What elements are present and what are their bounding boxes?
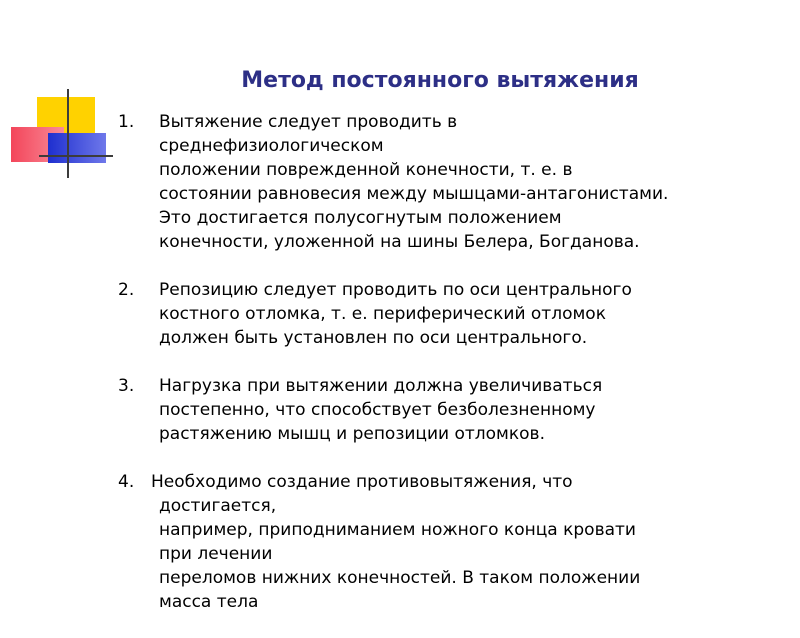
slide-content bbox=[118, 110, 788, 638]
list-item-number: 3. bbox=[118, 376, 135, 396]
list-item-line: достигается, bbox=[159, 496, 277, 516]
list-item bbox=[118, 374, 788, 446]
horizontal-line bbox=[39, 155, 113, 157]
list-item-line: Вытяжение следует проводить в bbox=[159, 112, 458, 132]
list-item-line: конечности, уложенной на шины Белера, Богданова. bbox=[159, 232, 640, 252]
list-item-line: переломов нижних конечностей. В таком положении bbox=[159, 568, 641, 588]
list-item-line: Необходимо создание противовытяжения, что bbox=[151, 472, 573, 492]
list-item-line: постепенно, что способствует безболезненному bbox=[159, 400, 596, 420]
list-item-line: среднефизиологическом bbox=[159, 136, 384, 156]
list-item bbox=[118, 278, 788, 350]
list-item bbox=[118, 110, 788, 254]
list-item-number: 1. bbox=[118, 112, 135, 132]
list-item-number: 4. bbox=[118, 472, 135, 492]
list-item-line: масса тела bbox=[159, 592, 259, 612]
list-item bbox=[118, 470, 788, 614]
vertical-line bbox=[67, 89, 69, 178]
list-item-number: 2. bbox=[118, 280, 135, 300]
list-item-line: растяжению мышц и репозиции отломков. bbox=[159, 424, 545, 444]
list-item-line: костного отломка, т. е. периферический отломок bbox=[159, 304, 606, 324]
list-item-line: Репозицию следует проводить по оси центрального bbox=[159, 280, 632, 300]
blue-rectangle bbox=[48, 133, 106, 163]
list-item-line: Это достигается полусогнутым положением bbox=[159, 208, 562, 228]
list-item-line: состоянии равновесия между мышцами-антагонистами. bbox=[159, 184, 669, 204]
list-item-line: Нагрузка при вытяжении должна увеличиваться bbox=[159, 376, 603, 396]
list-item-line: должен быть установлен по оси центрального. bbox=[159, 328, 588, 348]
slide-title: Метод постоянного вытяжения bbox=[241, 68, 639, 93]
list-item-line: положении поврежденной конечности, т. е. в bbox=[159, 160, 573, 180]
list-item-line: например, приподниманием ножного конца кровати bbox=[159, 520, 636, 540]
list-item-line: при лечении bbox=[159, 544, 273, 564]
decorative-squares bbox=[0, 0, 120, 190]
